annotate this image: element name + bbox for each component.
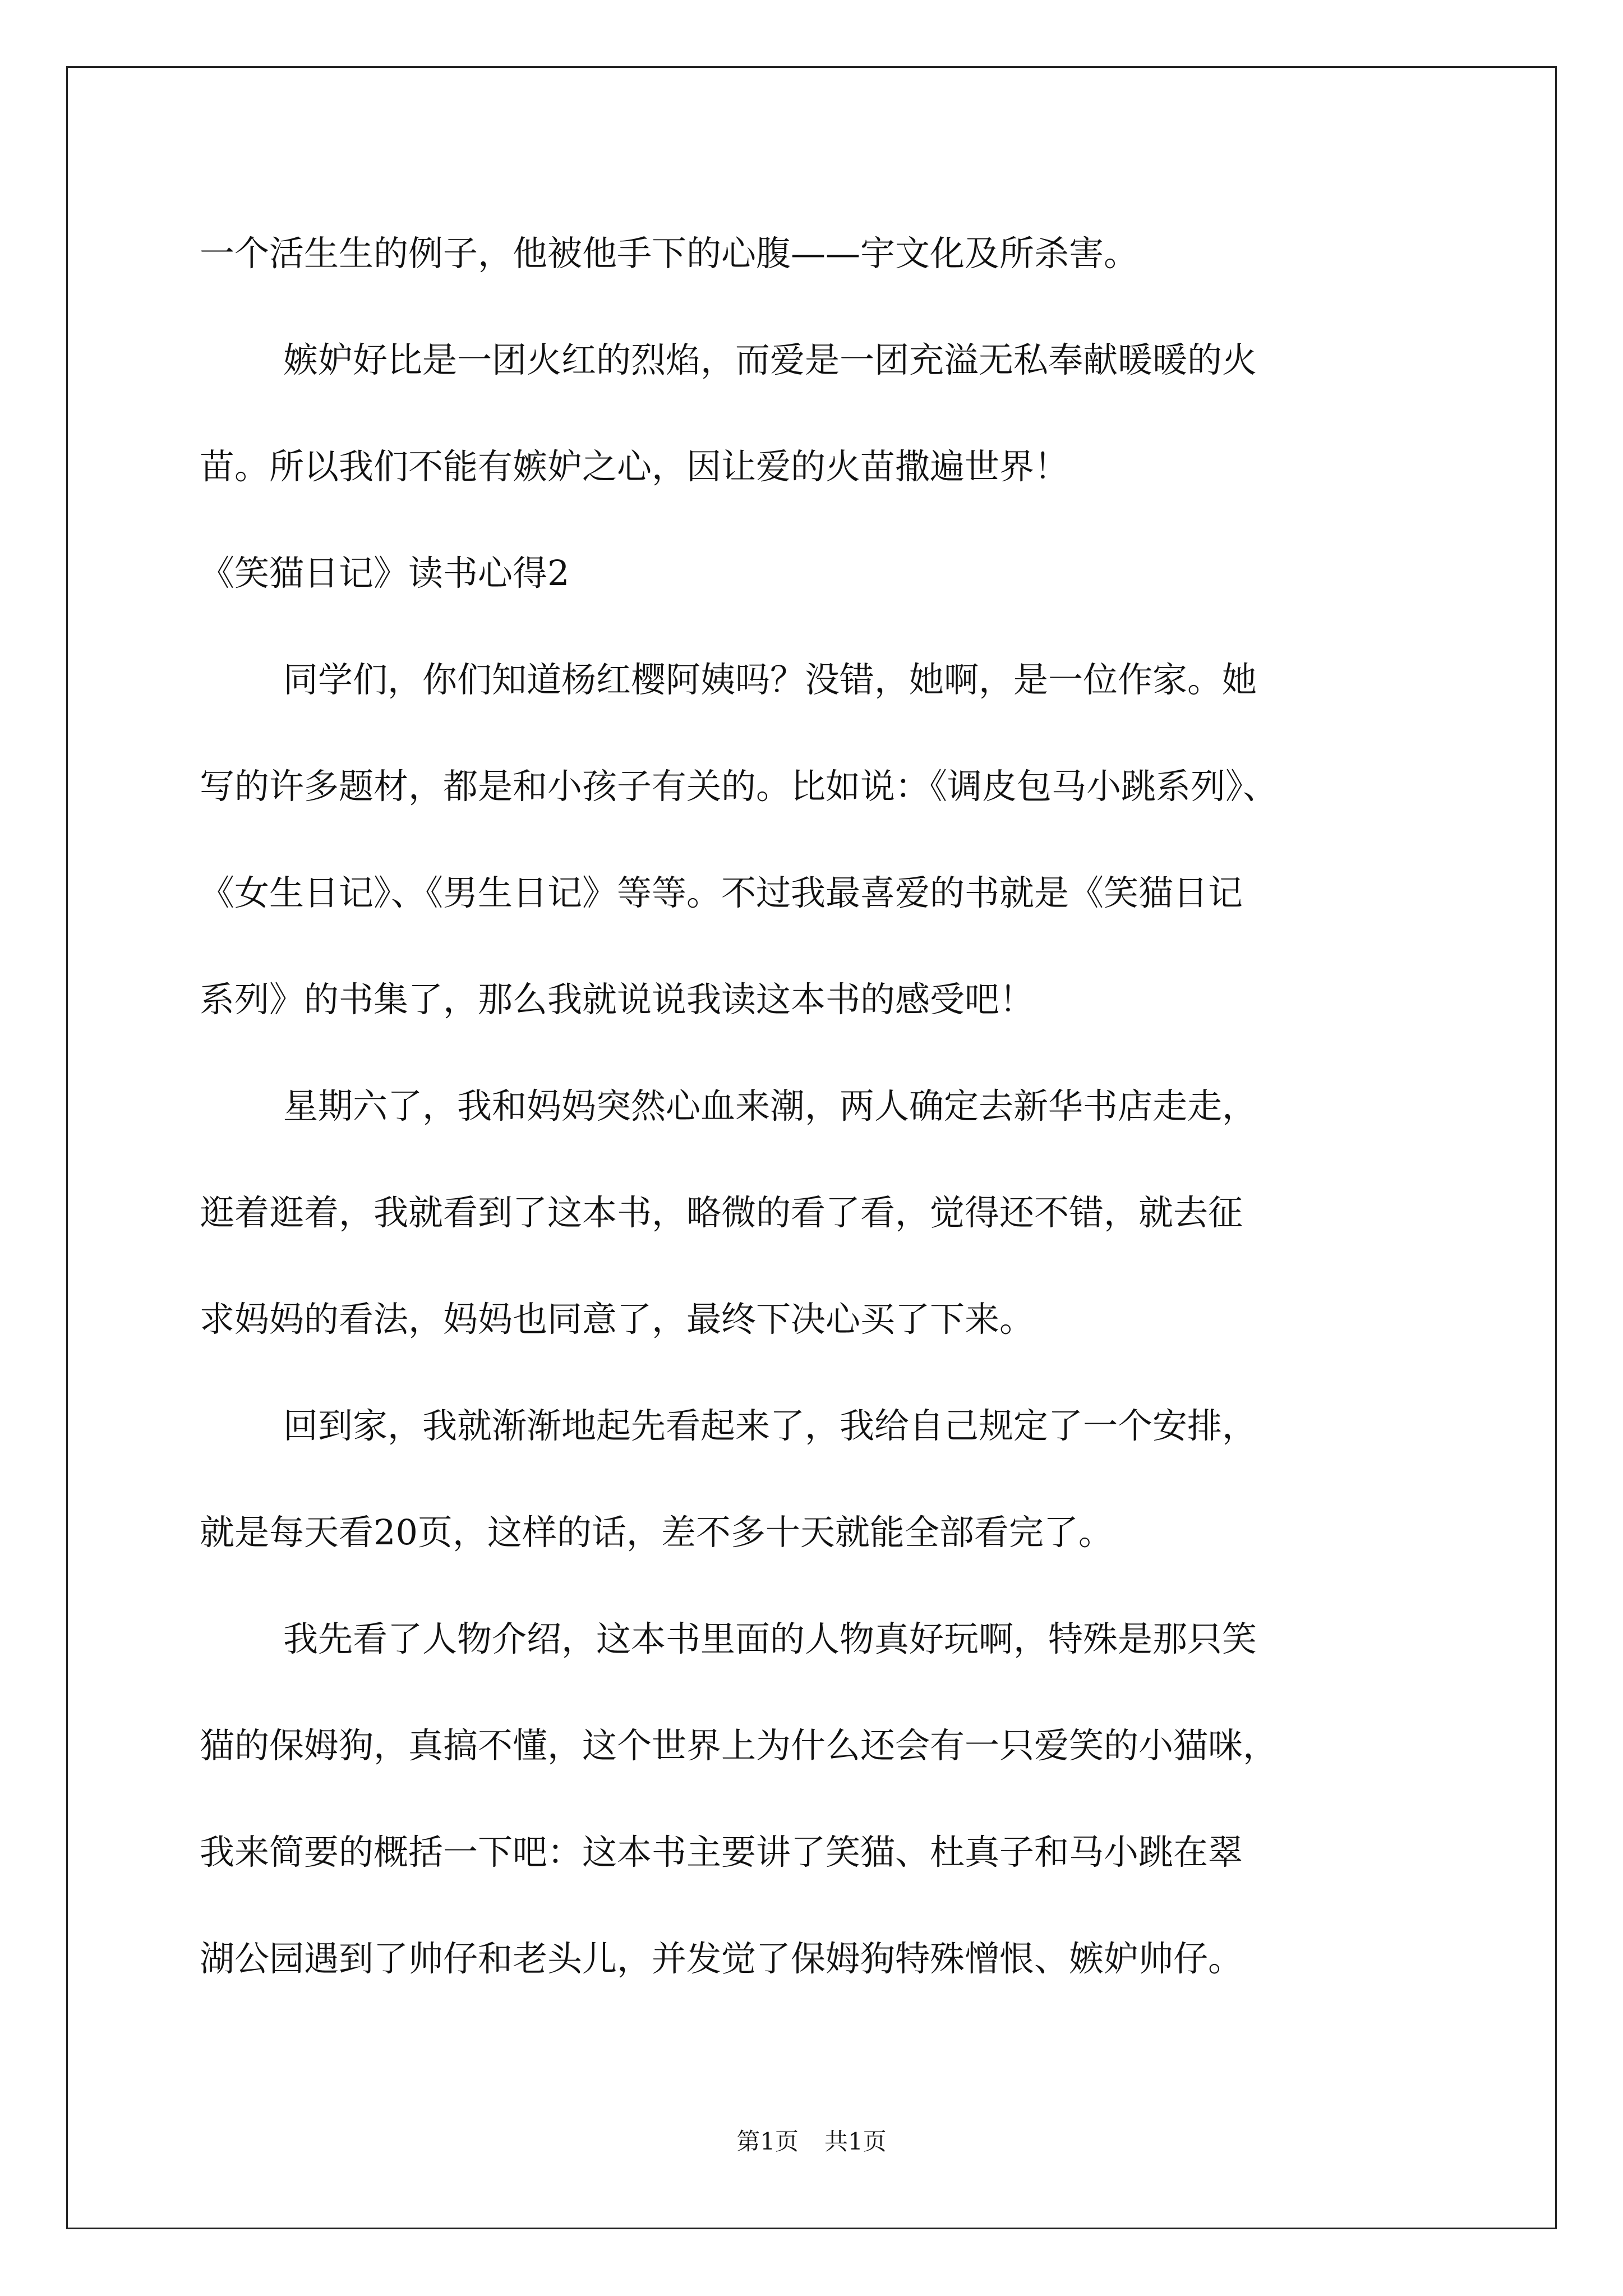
page-footer xyxy=(0,2126,1623,2157)
body-line: 苗。所以我们不能有嫉妒之心，因让爱的火苗撒遍世界！ xyxy=(200,446,1069,487)
body-line: 我来简要的概括一下吧：这本书主要讲了笑猫、杜真子和马小跳在翠 xyxy=(200,1832,1243,1872)
paragraph-first-line: 我先看了人物介绍，这本书里面的人物真好玩啊，特殊是那只笑 xyxy=(283,1618,1257,1659)
body-line: 一个活生生的例子，他被他手下的心腹——宇文化及所杀害。 xyxy=(200,233,1139,274)
body-line: 湖公园遇到了帅仔和老头儿，并发觉了保姆狗特殊憎恨、嫉妒帅仔。 xyxy=(200,1938,1243,1979)
paragraph-first-line: 星期六了，我和妈妈突然心血来潮，两人确定去新华书店走走， xyxy=(283,1085,1257,1126)
page-number: 第1页 xyxy=(736,2128,799,2155)
paragraph-first-line: 同学们，你们知道杨红樱阿姨吗？没错，她啊，是一位作家。她 xyxy=(283,659,1257,700)
page-total: 共1页 xyxy=(824,2128,887,2155)
paragraph-first-line: 回到家，我就渐渐地起先看起来了，我给自己规定了一个安排， xyxy=(283,1405,1257,1446)
body-line: 求妈妈的看法，妈妈也同意了，最终下决心买了下来。 xyxy=(200,1299,1035,1340)
body-line: 《女生日记》、《男生日记》等等。不过我最喜爱的书就是《笑猫日记 xyxy=(200,872,1243,913)
body-line: 写的许多题材，都是和小孩子有关的。比如说：《调皮包马小跳系列》、 xyxy=(200,766,1278,807)
body-line: 系列》的书集了，那么我就说说我读这本书的感受吧！ xyxy=(200,979,1035,1020)
section-heading: 《笑猫日记》读书心得2 xyxy=(200,553,570,593)
page-border xyxy=(66,66,1557,2229)
body-line: 就是每天看20页，这样的话，差不多十天就能全部看完了。 xyxy=(200,1512,1113,1553)
body-line: 逛着逛着，我就看到了这本书，略微的看了看，觉得还不错，就去征 xyxy=(200,1192,1243,1233)
paragraph-first-line: 嫉妒好比是一团火红的烈焰，而爱是一团充溢无私奉献暖暖的火 xyxy=(283,339,1257,380)
body-line: 猫的保姆狗，真搞不懂，这个世界上为什么还会有一只爱笑的小猫咪， xyxy=(200,1725,1278,1766)
